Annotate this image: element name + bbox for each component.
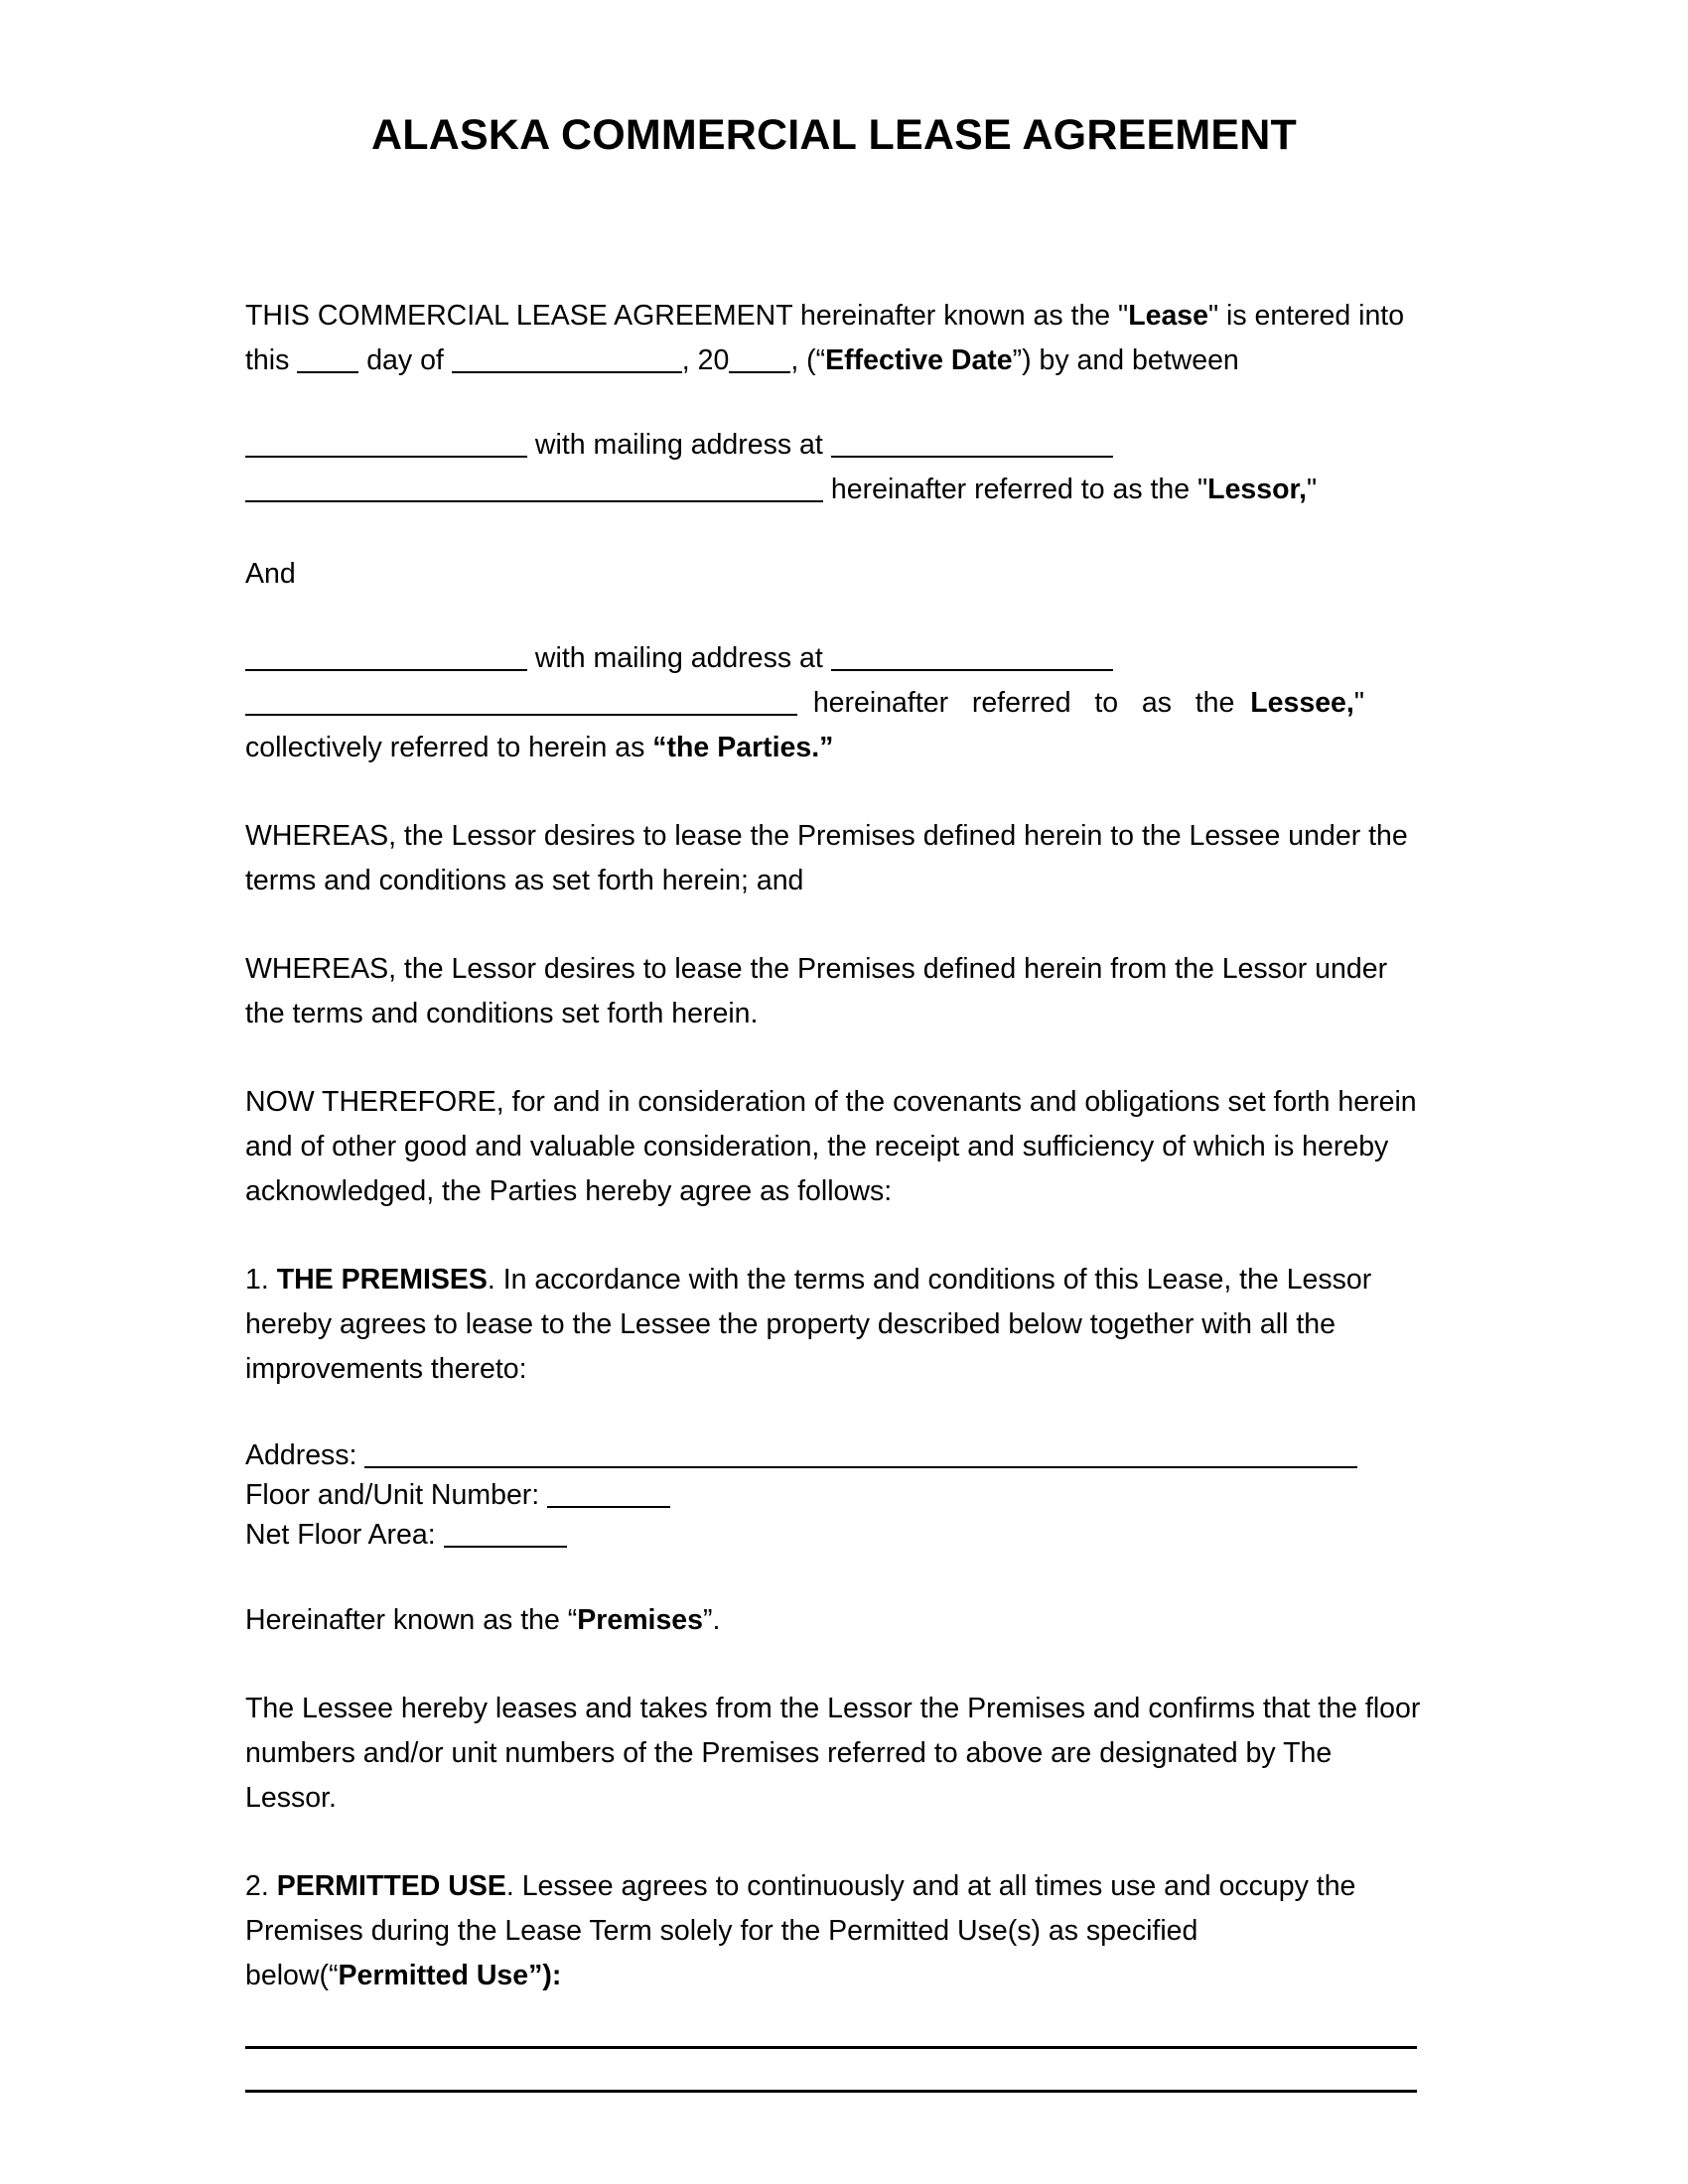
permitted-use-fill-line-1[interactable]	[245, 2046, 1417, 2049]
premises-confirmation: The Lessee hereby leases and takes from the Lessor the Premises and confirms that the floor numbers and/or unit numbers of the Premises referred to above are designated by The Lessor.	[245, 1693, 1421, 1815]
address-blank-field[interactable]	[364, 1466, 1357, 1468]
document-content	[245, 0, 1423, 2093]
permitted-use-term: Permitted Use”):	[338, 1960, 562, 1992]
premises-definition-suffix: ”.	[703, 1604, 721, 1637]
recital-2: WHEREAS, the Lessor desires to lease the Premises defined herein from the Lessor under the terms and conditions set forth herein.	[245, 953, 1388, 1030]
section-2-permitted-use	[245, 1864, 1423, 1998]
lessor-mailing-label: with mailing address at	[527, 429, 831, 462]
day-label: day of	[358, 344, 452, 377]
recital-1: WHEREAS, the Lessor desires to lease the Premises defined herein to the Lessee under the terms and conditions as set forth herein; and	[245, 820, 1408, 897]
section-2-heading: PERMITTED USE	[276, 1870, 506, 1903]
lessee-address-blank-field-2[interactable]	[245, 714, 797, 716]
lessor-address-blank-field-2[interactable]	[245, 500, 823, 502]
lessor-close-quote: "	[1306, 474, 1318, 506]
lessor-block	[245, 423, 1423, 512]
collectively-prefix: collectively referred to herein as	[245, 732, 653, 764]
lessor-name-blank-field[interactable]	[245, 456, 527, 458]
lessee-close-quote: "	[1353, 687, 1364, 720]
lessee-mailing-label: with mailing address at	[527, 642, 831, 675]
and-connector: And	[245, 558, 296, 591]
premises-fields	[245, 1435, 1423, 1555]
premises-definition	[245, 1598, 1423, 1643]
intro-text-lead: THIS COMMERCIAL LEASE AGREEMENT hereinafter known as the "	[245, 300, 1129, 333]
premises-definition-prefix: Hereinafter known as the “	[245, 1604, 578, 1637]
day-blank-field[interactable]	[297, 371, 358, 373]
lease-term: Lease	[1128, 300, 1208, 333]
lessee-term: Lessee,	[1250, 687, 1354, 720]
section-1-premises	[245, 1258, 1423, 1392]
page-title: ALASKA COMMERCIAL LEASE AGREEMENT	[371, 111, 1297, 159]
effective-open: , (“	[790, 344, 826, 377]
net-floor-area-blank-field[interactable]	[444, 1546, 567, 1548]
section-1-heading: THE PREMISES	[276, 1264, 488, 1297]
lessee-address-blank-field[interactable]	[831, 669, 1113, 671]
net-floor-area-label: Net Floor Area:	[245, 1519, 444, 1552]
year-blank-field[interactable]	[729, 371, 790, 373]
effective-date-term: Effective Date	[825, 344, 1013, 377]
intro-text-mid: " is entered into this	[245, 300, 1405, 377]
lessee-hereinafter-label: hereinafter referred to as the Lessee,	[797, 687, 1354, 720]
lessee-name-blank-field[interactable]	[245, 669, 527, 671]
intro-paragraph	[245, 294, 1423, 383]
section-1-number: 1.	[245, 1264, 277, 1297]
address-label: Address:	[245, 1439, 365, 1472]
floor-unit-blank-field[interactable]	[547, 1506, 670, 1508]
section-2-number: 2.	[245, 1870, 277, 1903]
effective-close: ”) by and between	[1012, 344, 1239, 377]
now-therefore-paragraph: NOW THEREFORE, for and in consideration of the covenants and obligations set forth herein and of other good and valuable consideration, the receipt and sufficiency of which is hereby acknowledged, the Parties hereby agree as follows:	[245, 1086, 1417, 1208]
parties-term: “the Parties.”	[652, 732, 834, 764]
permitted-use-fill-line-2[interactable]	[245, 2090, 1417, 2093]
lessor-term: Lessor,	[1207, 474, 1307, 506]
floor-unit-label: Floor and/Unit Number:	[245, 1479, 548, 1512]
lessee-block	[245, 636, 1423, 770]
year-prefix: , 20	[681, 344, 730, 377]
lessor-address-blank-field[interactable]	[831, 456, 1113, 458]
month-blank-field[interactable]	[452, 371, 682, 373]
section-1-body: . In accordance with the terms and conditions of this Lease, the Lessor hereby agrees to lease to the Lessee the property described below together with all the improvements thereto:	[245, 1264, 1372, 1386]
section-2-body: . Lessee agrees to continuously and at all times use and occupy the Premises during the Lease Term solely for the Permitted Use(s) as specified below(“	[245, 1870, 1356, 1992]
lessor-hereinafter-label: hereinafter referred to as the "	[823, 474, 1208, 506]
premises-term: Premises	[577, 1604, 704, 1637]
